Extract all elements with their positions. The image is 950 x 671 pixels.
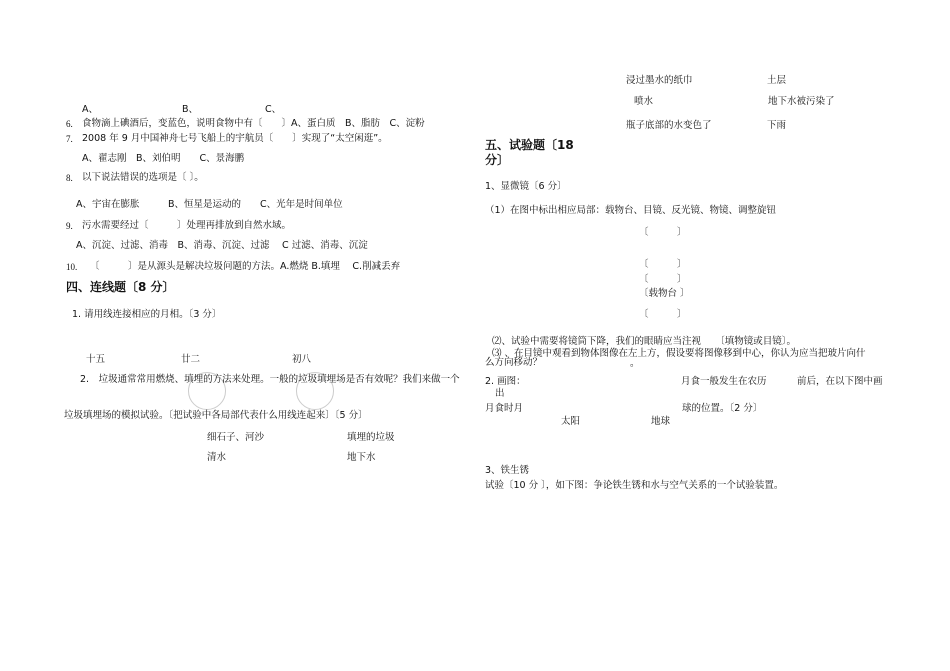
q9-text: 污水需要经过〔 〕处理再排放到自然水域。: [82, 220, 292, 231]
match-left-1: 浸过墨水的纸巾: [626, 75, 693, 86]
s5-q1-title: 1、显微镜〔6 分〕: [485, 181, 567, 192]
pair-right-2: 地下水: [347, 452, 376, 463]
s5-q2-line2-left: 月食时月: [485, 403, 524, 414]
q8-text: 以下说法错误的选项是〔 〕。: [82, 172, 204, 183]
s5-q2-line2-right: 球的位置。〔2 分〕: [682, 403, 763, 414]
s4-q2-line1: 2. 垃圾通常常用燃烧、填埋的方法来处理。一般的垃圾填埋场是否有效呢？我们来做一个: [80, 374, 460, 385]
section-4-title: 四、连线题〔8 分〕: [66, 280, 175, 294]
pair-left-1: 细石子、河沙: [207, 432, 265, 443]
s5-q2-right: 前后，在以下图中画: [797, 376, 883, 387]
q10-number: 10.: [66, 262, 78, 272]
s5-q3-text: 试验〔10 分 〕，如下图：争论铁生锈和水与空气关系的一个试验装置。: [485, 480, 784, 491]
moon-label-8: 初八: [292, 354, 312, 365]
pair-left-2: 清水: [207, 452, 227, 463]
prev-option-b: B、: [182, 104, 199, 115]
q10-text: 〔 〕是从源头是解决垃圾问题的方法。A.燃烧 B.填埋 C.削减丢弃: [90, 261, 401, 272]
section-5-title: 五、试验题〔18: [485, 138, 574, 152]
s5-q3-title: 3、铁生锈: [485, 465, 530, 476]
match-right-1: 土层: [767, 75, 787, 86]
s4-q1-text: 1. 请用线连接相应的月相。〔3 分〕: [72, 309, 222, 320]
q6-text: 食物滴上碘酒后，变蓝色，说明食物中有〔 〕A、蛋白质 B、脂肪 C、淀粉: [82, 118, 425, 129]
match-left-3: 瓶子底部的水变色了: [626, 120, 712, 131]
pair-right-1: 填埋的垃圾: [347, 432, 395, 443]
s5-q2-chu: 出: [495, 388, 505, 399]
q7-options: A、翟志刚 B、刘伯明 C、景海鹏: [82, 153, 245, 164]
prev-option-a: A、: [82, 104, 98, 115]
microscope-label-bracket: 〔 〕: [639, 259, 687, 270]
q8-options: A、宇宙在膨胀 B、恒星是运动的 C、光年是时间单位: [76, 199, 343, 210]
section-5-title-cont: 分〕: [485, 153, 510, 167]
s5-q1-sub3-line2: 么方向移动？: [485, 357, 543, 368]
match-right-2: 地下水被污染了: [768, 96, 835, 107]
s5-q1-sub1: （1）在图中标出相应局部：载物台、目镜、反光镜、物镜、调整旋钮: [485, 205, 777, 216]
s5-q1-sub3-line1: ⑶ 、在目镜中观看到物体图像在左上方，假设要将图像移到中心，你认为应当把玻片向什: [492, 348, 866, 359]
moon-label-22: 廿二: [181, 354, 201, 365]
q7-text: 2008 年 9 月中国神舟七号飞船上的宇航员〔 〕实现了“太空闲逛”。: [82, 133, 388, 144]
q6-number: 6.: [66, 119, 73, 129]
s5-q1-sub3-dot: 。: [630, 358, 640, 369]
s4-q2-line2: 垃圾填埋场的模拟试验。〔把试验中各局部代表什么用线连起来〕〔5 分〕: [64, 410, 368, 421]
microscope-label-bracket: 〔 〕: [639, 309, 687, 320]
q9-options: A、沉淀、过滤、消毒 B、消毒、沉淀、过滤 C 过滤、消毒、沉淀: [76, 240, 368, 251]
moon-label-15: 十五: [86, 354, 106, 365]
microscope-label-bracket: 〔 〕: [639, 274, 687, 285]
q7-number: 7.: [66, 134, 73, 144]
sun-label: 太阳: [561, 416, 581, 427]
s5-q2-label: 2. 画图：: [485, 376, 526, 387]
match-right-3: 下雨: [767, 120, 787, 131]
microscope-label-bracket: 〔 〕: [639, 227, 687, 238]
q9-number: 9.: [66, 221, 73, 231]
s5-q1-sub2: ⑵、试验中需要将镜筒下降，我们的眼睛应当注视 〔填物镜或目镜〕。: [492, 336, 797, 347]
earth-label: 地球: [651, 416, 671, 427]
q8-number: 8.: [66, 173, 73, 183]
prev-option-c: C、: [265, 104, 282, 115]
microscope-label-stage: 〔载物台 〕: [639, 288, 690, 299]
match-left-2: 喷水: [634, 96, 654, 107]
s5-q2-mid: 月食一般发生在农历: [681, 376, 767, 387]
